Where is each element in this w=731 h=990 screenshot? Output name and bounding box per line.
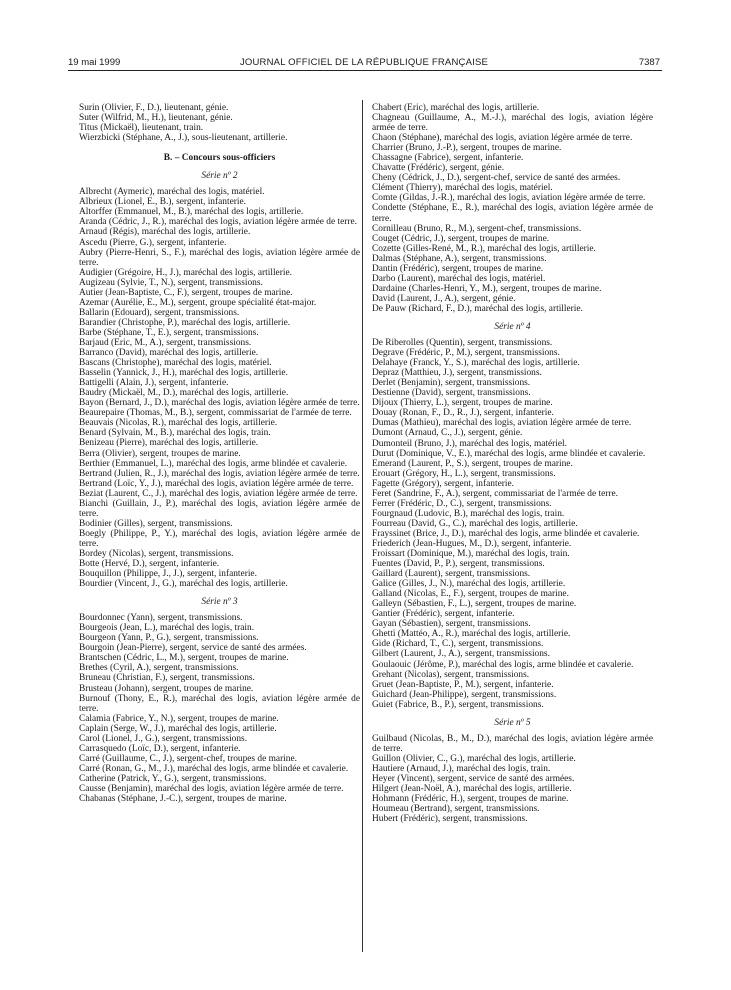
list-entry: Emerand (Laurent, P., S.), sergent, troupes de marine. <box>372 458 573 469</box>
list-entry: Arnaud (Régis), maréchal des logis, artillerie. <box>79 227 251 238</box>
list-entry: Gide (Richard, T., C.), sergent, transmissions. <box>372 639 544 650</box>
list-entry: Chabanas (Stéphane, J.-C.), sergent, troupes de marine. <box>79 794 287 805</box>
list-entry: Aubry (Pierre-Henri, S., F.), maréchal des logis, aviation légère armée de terre. <box>79 247 360 268</box>
list-entry: Brusteau (Johann), sergent, troupes de marine. <box>79 683 254 694</box>
right-column <box>372 103 653 824</box>
list-entry: Bayon (Bernard, J., D.), maréchal des logis, aviation légère armée de terre. <box>79 398 360 409</box>
list-entry: Guiet (Fabrice, B., P.), sergent, transmissions. <box>372 699 544 710</box>
list-entry: Friederich (Jean-Hugues, M., D.), sergent, infanterie. <box>372 538 572 549</box>
list-entry: Bourgeon (Yann, P., G.), sergent, transmissions. <box>79 633 259 644</box>
list-entry: Battigelli (Alain, J.), sergent, infanterie. <box>79 378 229 389</box>
serie-heading: Série nº 4 <box>494 321 531 332</box>
list-entry: Surin (Olivier, F., D.), lieutenant, génie. <box>79 103 229 113</box>
list-entry: Dalmas (Stéphane, A.), sergent, transmissions. <box>372 253 547 264</box>
list-entry: Azemar (Aurélie, E., M.), sergent, groupe spécialité état-major. <box>79 297 317 308</box>
list-entry: Douay (Ronan, F., D., R., J.), sergent, infanterie. <box>372 408 554 419</box>
list-entry: Baudry (Mickaël, M., D.), maréchal des logis, artillerie. <box>79 388 289 399</box>
list-entry: Gruet (Jean-Baptiste, P., M.), sergent, infanterie. <box>372 679 554 690</box>
list-entry: Froissart (Dominique, M.), maréchal des logis, train. <box>372 549 570 560</box>
list-entry: Bodinier (Gilles), sergent, transmissions. <box>79 518 233 529</box>
list-entry: Ballarin (Edouard), sergent, transmissions. <box>79 307 240 318</box>
list-entry: Hilgert (Jean-Noël, A.), maréchal des logis, artillerie. <box>372 784 572 795</box>
list-entry: Chavatte (Frédéric), sergent, génie. <box>372 163 505 174</box>
list-entry: Cheny (Cédrick, J., D.), sergent-chef, service de santé des armées. <box>372 173 621 184</box>
list-entry: Gilbert (Laurent, J., A.), sergent, transmissions. <box>372 649 550 660</box>
list-entry: Clément (Thierry), maréchal des logis, matériel. <box>372 183 553 194</box>
list-entry: Barjaud (Eric, M., A.), sergent, transmissions. <box>79 337 252 348</box>
left-column <box>79 103 360 804</box>
list-entry: Calamia (Fabrice, Y., N.), sergent, troupes de marine. <box>79 713 279 724</box>
list-entry: Bascans (Christophe), maréchal des logis, matériel. <box>79 358 272 369</box>
list-entry: Hohmann (Frédéric, H.), sergent, troupes de marine. <box>372 794 569 805</box>
list-entry: Barandier (Christophe, P.), maréchal des logis, artillerie. <box>79 317 291 328</box>
list-entry: Boegly (Philippe, P., Y.), maréchal des logis, aviation légère armée de terre. <box>79 528 360 549</box>
list-entry: Audigier (Grégoire, H., J.), maréchal des logis, artillerie. <box>79 267 292 278</box>
list-entry: Gayan (Sébastien), sergent, transmissions. <box>372 619 531 630</box>
serie-heading: Série nº 2 <box>201 171 238 182</box>
list-entry: Cornilleau (Bruno, R., M.), sergent-chef, transmissions. <box>372 223 582 234</box>
list-entry: Dardaine (Charles-Henri, Y., M.), sergent, troupes de marine. <box>372 283 602 294</box>
list-entry: Guilbaud (Nicolas, B., M., D.), maréchal des logis, aviation légère armée de terre. <box>372 733 653 754</box>
list-entry: Causse (Benjamin), maréchal des logis, aviation légère armée de terre. <box>79 784 344 794</box>
list-entry: Beaurepaire (Thomas, M., B.), sergent, commissariat de l'armée de terre. <box>79 408 352 419</box>
list-entry: Bruneau (Christian, F.), sergent, transmissions. <box>79 673 255 684</box>
list-entry: Carré (Guillaume, C., J.), sergent-chef, troupes de marine. <box>79 753 297 764</box>
list-entry: Catherine (Patrick, Y., G.), sergent, transmissions. <box>79 773 267 784</box>
list-entry: Fourgnaud (Ludovic, B.), maréchal des logis, train. <box>372 508 565 519</box>
list-entry: Brantschen (Cédric, L., M.), sergent, troupes de marine. <box>79 653 289 664</box>
list-entry: Bourgoin (Jean-Pierre), sergent, service de santé des armées. <box>79 643 307 654</box>
list-entry: Carrasquedo (Loïc, D.), sergent, infanterie. <box>79 743 241 754</box>
list-entry: Heyer (Vincent), sergent, service de santé des armées. <box>372 774 575 784</box>
list-entry: Ferrer (Frédéric, D., C.), sergent, transmissions. <box>372 498 552 509</box>
list-entry: Dantin (Frédéric), sergent, troupes de marine. <box>372 263 544 274</box>
page-header <box>68 57 660 71</box>
list-entry: Wierzbicki (Stéphane, A., J.), sous-lieutenant, artillerie. <box>79 133 288 144</box>
list-entry: Guillon (Olivier, C., G.), maréchal des logis, artillerie. <box>372 753 576 764</box>
list-entry: Suter (Wilfrid, M., H.), lieutenant, génie. <box>79 113 233 124</box>
list-entry: Frayssinet (Brice, J., D.), maréchal des logis, arme blindée et cavalerie. <box>372 528 640 539</box>
list-entry: Hautiere (Arnaud, J.), maréchal des logis, train. <box>372 763 551 774</box>
list-entry: Albrecht (Aymeric), maréchal des logis, matériel. <box>79 187 265 198</box>
section-heading: B. – Concours sous-officiers <box>163 153 276 164</box>
list-entry: Bourdonnec (Yann), sergent, transmissions. <box>79 613 243 624</box>
list-entry: Dumont (Arnaud, C., J.), sergent, génie. <box>372 428 523 439</box>
list-entry: Benard (Sylvain, M., B.), maréchal des logis, train. <box>79 428 271 439</box>
list-entry: Fagette (Grégory), sergent, infanterie. <box>372 478 514 489</box>
list-entry: Erouart (Grégory, H., L.), sergent, transmissions. <box>372 468 556 479</box>
list-entry: Barranco (David), maréchal des logis, artillerie. <box>79 348 259 359</box>
list-entry: Chassagne (Fabrice), sergent, infanterie. <box>372 153 524 164</box>
header-date: 19 mai 1999 <box>68 57 121 68</box>
list-entry: Dumas (Mathieu), maréchal des logis, aviation légère armée de terre. <box>372 418 632 429</box>
list-entry: Botte (Hervé, D.), sergent, infanterie. <box>79 559 220 570</box>
list-entry: Burnouf (Thony, E., R.), maréchal des logis, aviation légère armée de terre. <box>79 693 360 714</box>
list-entry: Gaillard (Laurent), sergent, transmissions. <box>372 569 531 580</box>
list-entry: Hubert (Frédéric), sergent, transmissions. <box>372 814 528 825</box>
list-entry: Bianchi (Guillain, J., P.), maréchal des logis, aviation légère armée de terre. <box>79 498 360 519</box>
list-entry: Berra (Olivier), sergent, troupes de marine. <box>79 448 241 459</box>
list-entry: Titus (Mickaël), lieutenant, train. <box>79 123 204 134</box>
header-page-number: 7387 <box>638 57 660 68</box>
list-entry: Aranda (Cédric, J., R.), maréchal des logis, aviation légère armée de terre. <box>79 217 358 228</box>
list-entry: David (Laurent, J., A.), sergent, génie. <box>372 293 516 304</box>
list-entry: Fuentes (David, P., P.), sergent, transmissions. <box>372 559 545 570</box>
list-entry: Brethes (Cyril, A.), sergent, transmissions. <box>79 663 239 674</box>
list-entry: Couget (Cédric, J.), sergent, troupes de marine. <box>372 233 550 244</box>
list-entry: De Riberolles (Quentin), sergent, transmissions. <box>372 338 553 349</box>
list-entry: Barbe (Stéphane, T., E.), sergent, transmissions. <box>79 327 259 338</box>
list-entry: Bouquillon (Philippe, J., J.), sergent, infanterie. <box>79 569 257 580</box>
list-entry: Ghetti (Mattéo, A., R.), maréchal des logis, artillerie. <box>372 629 571 640</box>
list-entry: Derlet (Benjamin), sergent, transmissions. <box>372 378 531 389</box>
list-entry: Galland (Nicolas, E., F.), sergent, troupes de marine. <box>372 589 569 600</box>
list-entry: Destienne (David), sergent, transmissions. <box>372 388 531 399</box>
list-entry: Basselin (Yannick, J., H.), maréchal des logis, artillerie. <box>79 368 288 379</box>
list-entry: De Pauw (Richard, F., D.), maréchal des logis, artillerie. <box>372 303 583 314</box>
list-entry: Bourgeois (Jean, L.), maréchal des logis, train. <box>79 623 255 634</box>
serie-heading: Série nº 3 <box>201 597 238 608</box>
list-entry: Altorffer (Emmanuel, M., B.), maréchal des logis, artillerie. <box>79 207 304 218</box>
list-entry: Augizeau (Sylvie, T., N.), sergent, transmissions. <box>79 277 263 288</box>
list-entry: Carol (Lionel, J., G.), sergent, transmissions. <box>79 733 248 744</box>
list-entry: Chaon (Stéphane), maréchal des logis, aviation légère armée de terre. <box>372 133 633 144</box>
list-entry: Goulaouic (Jérôme, P.), maréchal des logis, arme blindée et cavalerie. <box>372 659 634 670</box>
list-entry: Fourreau (David, G., C.), maréchal des logis, artillerie. <box>372 518 578 529</box>
list-entry: Degrave (Frédéric, P., M.), sergent, transmissions. <box>372 348 560 359</box>
list-entry: Beauvais (Nicolas, R.), maréchal des logis, artillerie. <box>79 418 278 429</box>
list-entry: Cozette (Gilles-René, M., R.), maréchal des logis, artillerie. <box>372 243 596 254</box>
list-entry: Grehant (Nicolas), sergent, transmissions. <box>372 669 530 680</box>
list-entry: Benizeau (Pierre), maréchal des logis, artillerie. <box>79 438 259 449</box>
list-entry: Galleyn (Sébastien, F., L.), sergent, troupes de marine. <box>372 599 577 610</box>
list-entry: Depraz (Matthieu, J.), sergent, transmissions. <box>372 368 542 379</box>
list-entry: Feret (Sandrine, F., A.), sergent, commissariat de l'armée de terre. <box>372 488 618 499</box>
list-entry: Dijoux (Thierry, L.), sergent, troupes de marine. <box>372 398 553 409</box>
list-entry: Chabert (Eric), maréchal des logis, artillerie. <box>372 103 540 113</box>
list-entry: Chagneau (Guillaume, A., M.-J.), maréchal des logis, aviation légère armée de terre. <box>372 113 653 134</box>
list-entry: Ascedu (Pierre, G.), sergent, infanterie. <box>79 237 227 248</box>
list-entry: Condette (Stéphane, E., R.), maréchal des logis, aviation légère armée de terre. <box>372 203 653 224</box>
list-entry: Bertrand (Julien, R., J.), maréchal des logis, aviation légère armée de terre. <box>79 468 360 479</box>
list-entry: Charrier (Bruno, J.-P.), sergent, troupes de marine. <box>372 143 562 154</box>
list-entry: Delahaye (Franck, Y., S.), maréchal des logis, artillerie. <box>372 358 580 369</box>
header-title: JOURNAL OFFICIEL DE LA RÉPUBLIQUE FRANÇAISE <box>239 57 489 68</box>
list-entry: Carré (Ronan, G., M., J.), maréchal des logis, arme blindée et cavalerie. <box>79 763 349 774</box>
list-entry: Albrieux (Lionel, E., B.), sergent, infanterie. <box>79 197 246 208</box>
list-entry: Caplain (Serge, W., J.), maréchal des logis, artillerie. <box>79 723 277 734</box>
list-entry: Bertrand (Loïc, Y., J.), maréchal des logis, aviation légère armée de terre. <box>79 478 354 489</box>
list-entry: Berthier (Emmanuel, L.), maréchal des logis, arme blindée et cavalerie. <box>79 458 348 469</box>
list-entry: Houmeau (Bertrand), sergent, transmissions. <box>372 804 540 815</box>
list-entry: Durut (Dominique, V., E.), maréchal des logis, arme blindée et cavalerie. <box>372 448 646 459</box>
list-entry: Autier (Jean-Baptiste, C., F.), sergent, troupes de marine. <box>79 287 293 298</box>
serie-heading: Série nº 5 <box>494 717 531 728</box>
list-entry: Comte (Gildas, J.-R.), maréchal des logis, aviation légère armée de terre. <box>372 193 646 204</box>
list-entry: Bourdier (Vincent, J., G.), maréchal des logis, artillerie. <box>79 579 288 590</box>
list-entry: Bordey (Nicolas), sergent, transmissions. <box>79 548 234 559</box>
header-rule <box>68 70 662 71</box>
list-entry: Gantier (Frédéric), sergent, infanterie. <box>372 609 515 620</box>
list-entry: Dumonteil (Bruno, J.), maréchal des logis, matériel. <box>372 438 568 449</box>
list-entry: Darbo (Laurent), maréchal des logis, matériel. <box>372 273 546 284</box>
column-divider <box>362 100 363 952</box>
list-entry: Guichard (Jean-Philippe), sergent, transmissions. <box>372 689 557 700</box>
list-entry: Galice (Gilles, J., N.), maréchal des logis, artillerie. <box>372 579 566 590</box>
list-entry: Beziat (Laurent, C., J.), maréchal des logis, aviation légère armée de terre. <box>79 488 358 499</box>
